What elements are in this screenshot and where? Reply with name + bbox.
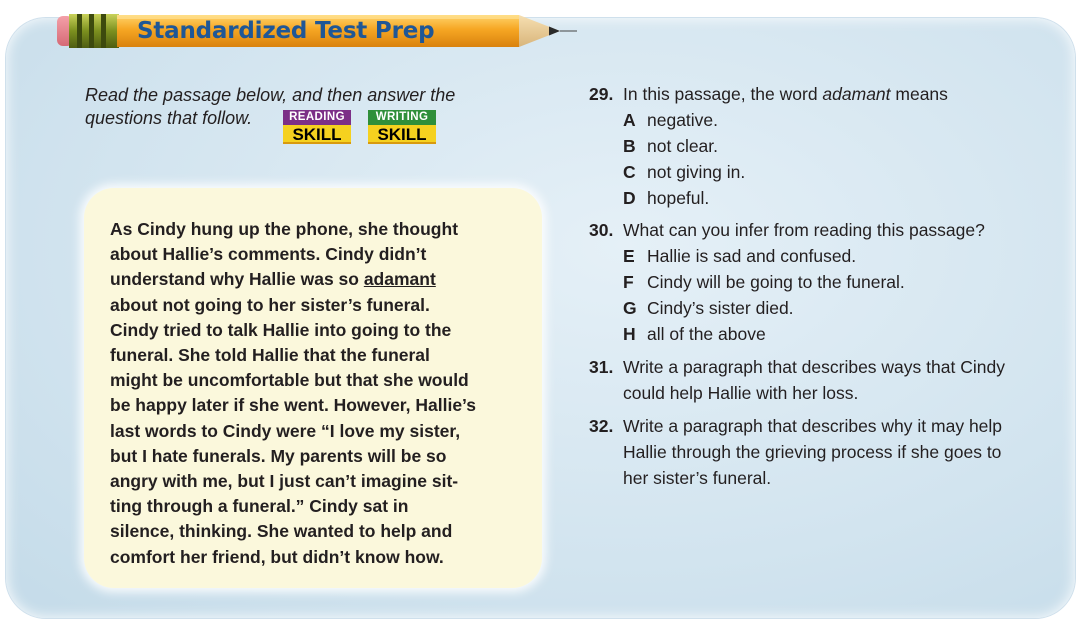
question-29: [589, 81, 1049, 211]
question-stem: [623, 354, 1053, 406]
answer-option-a: [623, 107, 718, 133]
badge-bottom-label: SKILL: [368, 125, 436, 144]
option-text: Cindy will be going to the funeral.: [647, 272, 905, 292]
passage-line: last words to Cindy were “I love my sister,: [110, 420, 461, 441]
option-text: negative.: [647, 110, 719, 130]
passage-line: silence, thinking. She wanted to help and: [110, 521, 453, 542]
passage-line: but I hate funerals. My parents will be so: [110, 445, 447, 466]
option-letter: C: [623, 162, 636, 182]
question-number: 30.: [589, 220, 614, 240]
reading-passage: [110, 217, 530, 570]
passage-line: about Hallie’s comments. Cindy didn’t: [110, 244, 427, 265]
answer-option-d: [623, 185, 709, 211]
stem-text: In this passage, the word: [623, 84, 823, 104]
passage-line: ting through a funeral.” Cindy sat in: [110, 496, 409, 517]
question-31: [589, 354, 1049, 406]
passage-line: be happy later if she went. However, Hallie’s: [110, 395, 477, 416]
option-letter: D: [623, 188, 636, 208]
question-number: 31.: [589, 357, 614, 377]
answer-option-g: [623, 295, 794, 321]
page-title: Standardized Test Prep: [137, 18, 435, 44]
option-letter: B: [623, 136, 636, 156]
stem-text: means: [890, 84, 948, 104]
underlined-vocabulary-word: adamant: [363, 269, 436, 290]
stem-line: Write a paragraph that describes ways that Cindy: [623, 357, 1005, 377]
option-letter: H: [623, 324, 636, 344]
badge-bottom-label: SKILL: [283, 125, 351, 144]
passage-line: about not going to her sister’s funeral.: [110, 294, 430, 315]
passage-line: Cindy tried to talk Hallie into going to the: [110, 319, 452, 340]
option-text: not giving in.: [647, 162, 746, 182]
question-stem: What can you infer from reading this passage?: [623, 220, 985, 240]
answer-option-b: [623, 133, 718, 159]
option-text: Cindy’s sister died.: [647, 298, 794, 318]
writing-skill-badge: [368, 110, 436, 144]
option-letter: A: [623, 110, 636, 130]
instructions-line: Read the passage below, and then answer the: [85, 85, 456, 105]
passage-line: funeral. She told Hallie that the funeral: [110, 345, 430, 366]
question-stem: [623, 81, 1053, 107]
question-32: [589, 413, 1049, 491]
reading-passage-box: [84, 188, 542, 588]
answer-option-h: [623, 321, 766, 347]
question-number: 32.: [589, 416, 614, 436]
badge-top-label: READING: [283, 110, 351, 125]
instructions-line: questions that follow.: [85, 108, 253, 128]
option-text: all of the above: [647, 324, 766, 344]
passage-line: might be uncomfortable but that she would: [110, 370, 469, 391]
passage-line: As Cindy hung up the phone, she thought: [110, 219, 459, 239]
passage-line: angry with me, but I just can’t imagine sit-: [110, 471, 459, 492]
stem-line: her sister’s funeral.: [623, 468, 772, 488]
answer-option-e: [623, 243, 856, 269]
answer-option-c: [623, 159, 745, 185]
badge-top-label: WRITING: [368, 110, 436, 125]
option-text: not clear.: [647, 136, 719, 156]
stem-line: Hallie through the grieving process if she goes to: [623, 442, 1002, 462]
answer-option-f: [623, 269, 905, 295]
question-stem: [623, 413, 1053, 491]
option-letter: E: [623, 246, 635, 266]
passage-line: comfort her friend, but didn’t know how.: [110, 546, 444, 567]
option-letter: G: [623, 298, 637, 318]
stem-emphasis: adamant: [822, 84, 891, 104]
stem-line: Write a paragraph that describes why it may help: [623, 416, 1003, 436]
option-text: Hallie is sad and confused.: [647, 246, 857, 266]
option-letter: F: [623, 272, 634, 292]
passage-text: understand why Hallie was so: [110, 269, 364, 290]
reading-skill-badge: [283, 110, 351, 144]
option-text: hopeful.: [647, 188, 710, 208]
stem-line: could help Hallie with her loss.: [623, 383, 859, 403]
question-30: [589, 217, 1049, 347]
pencil-header: [55, 7, 580, 53]
question-number: 29.: [589, 84, 614, 104]
passage-line: [110, 267, 530, 292]
